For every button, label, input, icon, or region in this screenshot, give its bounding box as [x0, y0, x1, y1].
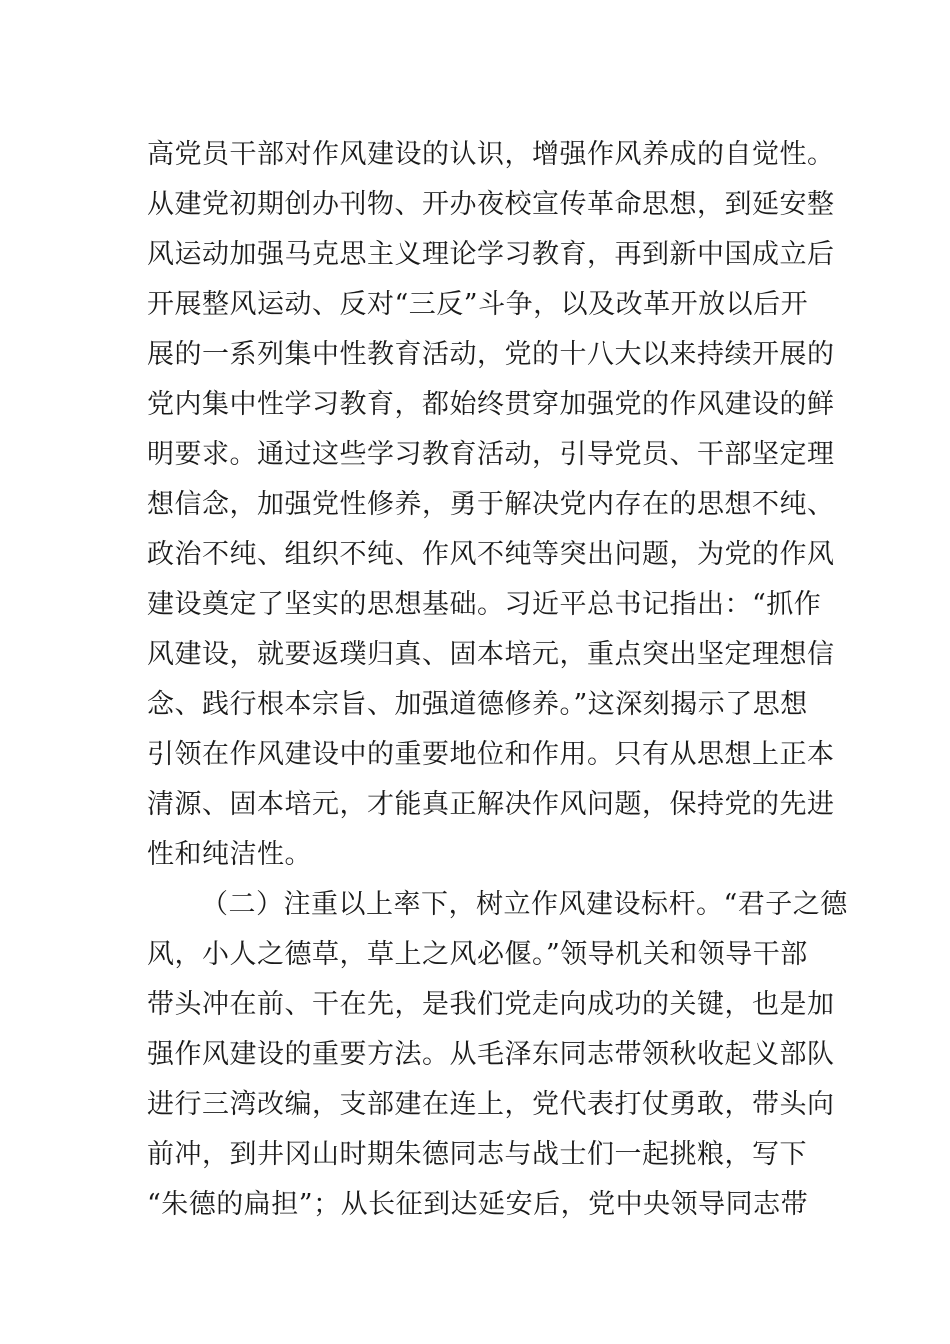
text-line: 明要求。通过这些学习教育活动，引导党员、干部坚定理 [147, 439, 835, 470]
text-line: 清源、固本培元，才能真正解决作风问题，保持党的先进 [147, 789, 835, 820]
text-line: 进行三湾改编，支部建在连上，党代表打仗勇敢，带头向 [147, 1089, 835, 1120]
text-line: 引领在作风建设中的重要地位和作用。只有从思想上正本 [147, 739, 835, 770]
text-line: 高党员干部对作风建设的认识，增强作风养成的自觉性。 [147, 139, 835, 170]
section-heading-line: （二）注重以上率下，树立作风建设标杆。“君子之德 [201, 889, 848, 920]
text-line: “朱德的扁担”；从长征到达延安后，党中央领导同志带 [147, 1189, 809, 1220]
text-line: 党内集中性学习教育，都始终贯穿加强党的作风建设的鲜 [147, 389, 835, 420]
text-line: 政治不纯、组织不纯、作风不纯等突出问题，为党的作风 [147, 539, 835, 570]
text-line: 建设奠定了坚实的思想基础。习近平总书记指出：“抓作 [147, 589, 822, 620]
text-line: 开展整风运动、反对“三反”斗争，以及改革开放以后开 [147, 289, 809, 320]
text-line: 性和纯洁性。 [147, 839, 312, 870]
text-line: 从建党初期创办刊物、开办夜校宣传革命思想，到延安整 [147, 189, 835, 220]
body-text [147, 130, 848, 1230]
text-line: 念、践行根本宗旨、加强道德修养。”这深刻揭示了思想 [147, 689, 808, 720]
text-line: 前冲，到井冈山时期朱德同志与战士们一起挑粮，写下 [147, 1139, 807, 1170]
text-line: 风建设，就要返璞归真、固本培元，重点突出坚定理想信 [147, 639, 835, 670]
text-line: 展的一系列集中性教育活动，党的十八大以来持续开展的 [147, 339, 835, 370]
text-line: 带头冲在前、干在先，是我们党走向成功的关键，也是加 [147, 989, 835, 1020]
text-line: 风运动加强马克思主义理论学习教育，再到新中国成立后 [147, 239, 835, 270]
text-line: 想信念，加强党性修养，勇于解决党内存在的思想不纯、 [147, 489, 835, 520]
text-line: 风，小人之德草，草上之风必偃。”领导机关和领导干部 [147, 939, 808, 970]
text-line: 强作风建设的重要方法。从毛泽东同志带领秋收起义部队 [147, 1039, 835, 1070]
